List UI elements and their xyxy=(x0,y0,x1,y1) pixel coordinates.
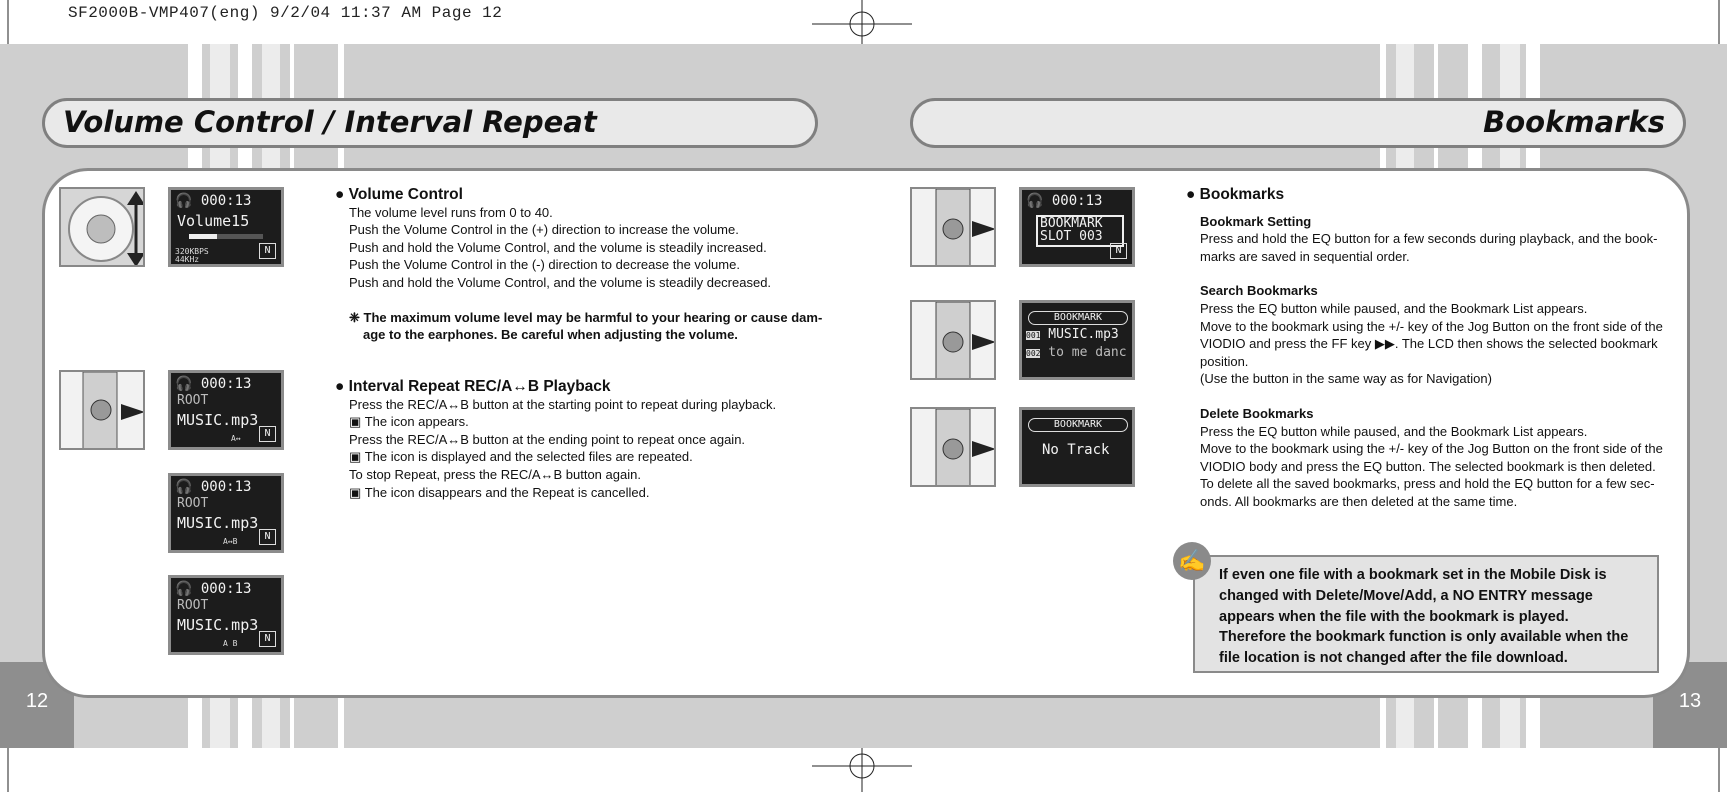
page-title-left: Volume Control / Interval Repeat xyxy=(63,105,597,139)
jog-button-illustration-2 xyxy=(910,300,996,380)
repeat-off-icon: ▣ xyxy=(349,484,362,500)
bookmarks-section: ● Bookmarks Bookmark Setting Press and hold the EQ button for a few seconds during playback, and the book- marks are saved in sequential order. Search Bookmarks Press the EQ button while paused, and the Bookmark List appears. Move to the bookmark using the +/- key of the Jog Button on the front side of the VIODIO and press the FF key ▶▶. The LCD then shows the selected bookmark position. (Use the button in the same way as for Navigation) Delete Bookmarks Press the EQ button while paused, and the Bookmark List appears. Move to the bookmark using the +/- key of the Jog Button on the front side of the VIODIO body and press the EQ button. The selected bookmark is then deleted. To delete all the saved bookmarks, press and hold the EQ button for a few sec- onds. All bookmarks are then deleted at the same time. xyxy=(1186,186,1666,511)
volume-control-illustration xyxy=(59,187,145,267)
lcd-volume: 🎧 000:13 Volume15 320KBPS 44KHz N xyxy=(168,187,284,267)
note-pencil-icon: ✍ xyxy=(1173,542,1211,580)
jog-button-illustration-1 xyxy=(910,187,996,267)
lcd-bookmark-empty: BOOKMARK No Track xyxy=(1019,407,1135,487)
jog-button-illustration-3 xyxy=(910,407,996,487)
delete-bookmarks-title: Delete Bookmarks xyxy=(1200,405,1314,421)
lcd-bookmark-slot: 🎧 000:13 BOOKMARK SLOT 003 N xyxy=(1019,187,1135,267)
print-slug: SF2000B-VMP407(eng) 9/2/04 11:37 AM Page 12 xyxy=(68,4,503,22)
lcd-bookmark-list: BOOKMARK 001 MUSIC.mp3 002 to me danc xyxy=(1019,300,1135,380)
bookmark-setting-title: Bookmark Setting xyxy=(1200,213,1312,229)
headphones-icon: 🎧 xyxy=(175,193,193,209)
repeat-a-icon: ▣ xyxy=(349,414,362,430)
rec-ab-button-illustration xyxy=(59,370,145,450)
header-right xyxy=(910,98,1686,148)
bookmarks-heading: ● Bookmarks xyxy=(1186,186,1285,203)
repeat-section: ● Interval Repeat REC/A↔B Playback Press the REC/A↔B button at the starting point to repeat during playback. ▣ The icon appears. Press the REC/A↔B button at the ending point to repeat once again. ▣ The icon is displayed and the selected files are repeated. To stop Repeat, press the REC/A↔B button again. ▣ The icon disappears and the Repeat is cancelled. xyxy=(335,378,815,501)
bookmark-note: If even one file with a bookmark set in the Mobile Disk is changed with Delete/Move/Add, a NO ENTRY message appears when the file with the bookmark is played. Therefore the bookmark function is only available when the file location is not changed after the file download. xyxy=(1193,555,1659,673)
lcd-repeat-3: 🎧 000:13 ROOT MUSIC.mp3 A B N xyxy=(168,575,284,655)
page-title-right: Bookmarks xyxy=(1483,105,1665,139)
lcd-repeat-1: 🎧 000:13 ROOT MUSIC.mp3 A↔ N xyxy=(168,370,284,450)
header-left xyxy=(42,98,818,148)
volume-section: ● Volume Control The volume level runs from 0 to 40. Push the Volume Control in the (+) direction to increase the volume. Push and hold the Volume Control, and the volume is steadily increased. Push the Volume Control in the (-) direction to decrease the volume. Push and hold the Volume Control, and the volume is steadily decreased. ❈ The maximum volume level may be harmful to your hearing or cause dam- age to the earphones. Be careful when adjusting the volume. xyxy=(335,186,823,343)
page-number-left: 12 xyxy=(0,662,74,748)
lcd-repeat-2: 🎧 000:13 ROOT MUSIC.mp3 A↔B N xyxy=(168,473,284,553)
page-number-right: 13 xyxy=(1653,662,1727,748)
volume-warning: ❈ The maximum volume level may be harmful to your hearing or cause dam- xyxy=(349,309,823,325)
repeat-ab-icon: ▣ xyxy=(349,449,362,465)
volume-heading: ● Volume Control xyxy=(335,186,463,203)
search-bookmarks-title: Search Bookmarks xyxy=(1200,283,1318,299)
volume-bar-fill xyxy=(189,234,217,239)
repeat-heading: ● Interval Repeat REC/A↔B Playback xyxy=(335,378,611,395)
